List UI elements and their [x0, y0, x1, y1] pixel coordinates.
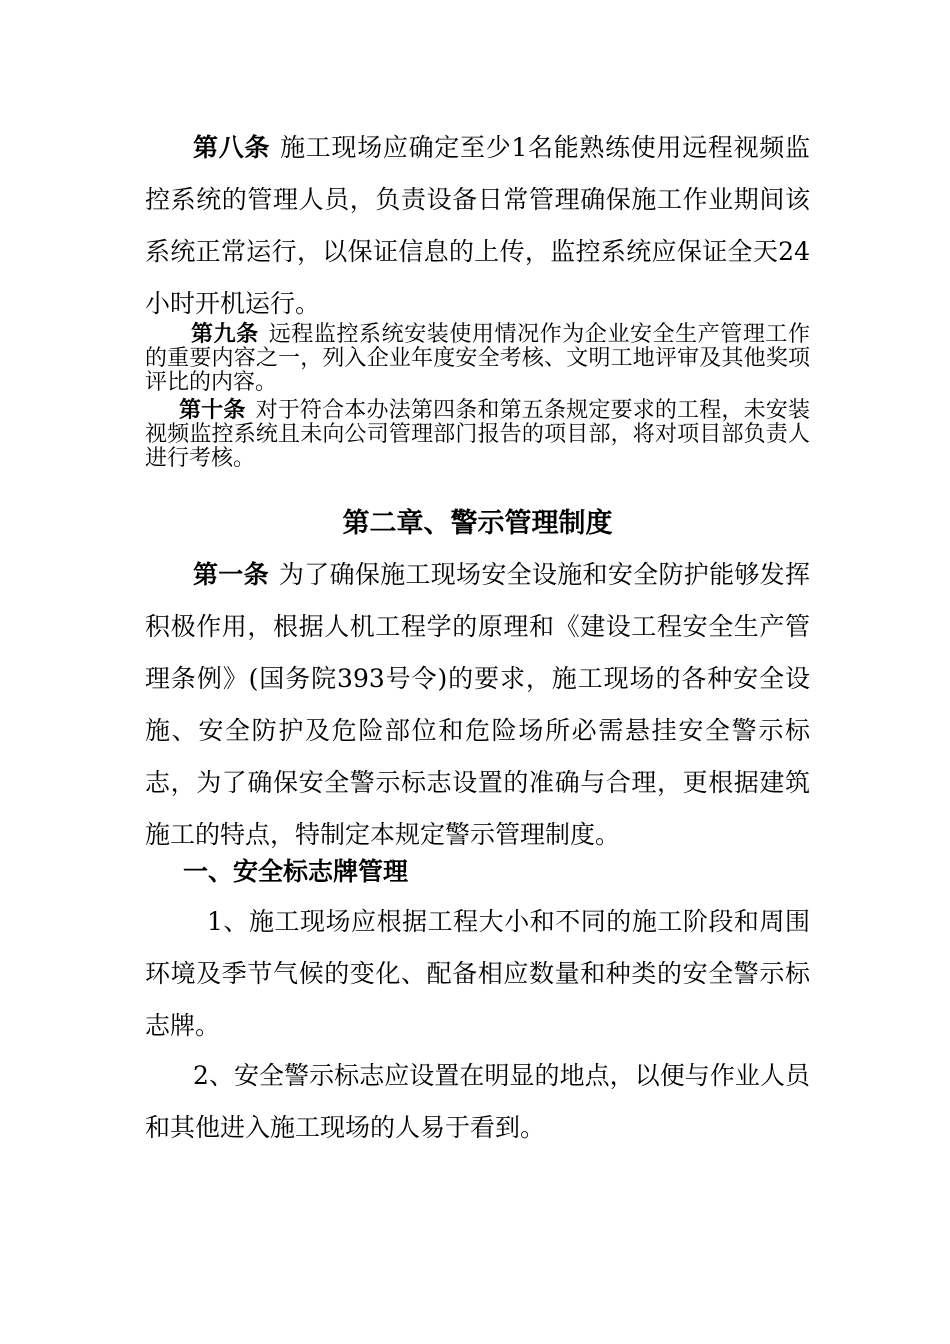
section-title: 一、安全标志牌管理 [183, 857, 409, 886]
article-8-text: 施工现场应确定至少1名能熟练使用远程视频监控系统的管理人员，负责设备日常管理确保施工作业期间该系统正常运行，以保证信息的上传，监控系统应保证全天24小时开机运行。 [145, 133, 810, 318]
chapter-title: 第二章、警示管理制度 [342, 508, 613, 539]
article-10-text: 对于符合本办法第四条和第五条规定要求的工程，未安装视频监控系统且未向公司管理部门报告的项目部，将对项目部负责人进行考核。 [145, 398, 810, 471]
article-9-lead: 第九条 [191, 321, 259, 347]
section-item-2: 2、安全警示标志应设置在明显的地点，以便与作业人员和其他进入施工现场的人易于看到。 [145, 1061, 810, 1142]
article-8 [145, 122, 810, 330]
article-8-lead: 第八条 [193, 133, 271, 162]
article-9-text: 远程监控系统安装使用情况作为企业安全生产管理工作的重要内容之一，列入企业年度安全考核、文明工地评审及其他奖项评比的内容。 [145, 322, 810, 395]
article-9 [145, 322, 810, 395]
chapter2-article-1-text: 为了确保施工现场安全设施和安全防护能够发挥积极作用，根据人机工程学的原理和《建设工程安全生产管理条例》(国务院393号令)的要求，施工现场的各种安全设施、安全防护及危险部位和危险场所必需悬挂安全警示标志，为了确保安全警示标志设置的准确与合理，更根据建筑施工的特点，特制定本规定警示管理制度。 [145, 560, 810, 849]
article-10 [145, 398, 810, 471]
chapter2-article-1 [145, 549, 810, 861]
article-10-lead: 第十条 [179, 397, 246, 423]
chapter2-article-1-lead: 第一条 [193, 560, 269, 589]
section-item-1: 1、施工现场应根据工程大小和不同的施工阶段和周围环境及季节气候的变化、配备相应数量和种类的安全警示标志牌。 [145, 907, 810, 1040]
